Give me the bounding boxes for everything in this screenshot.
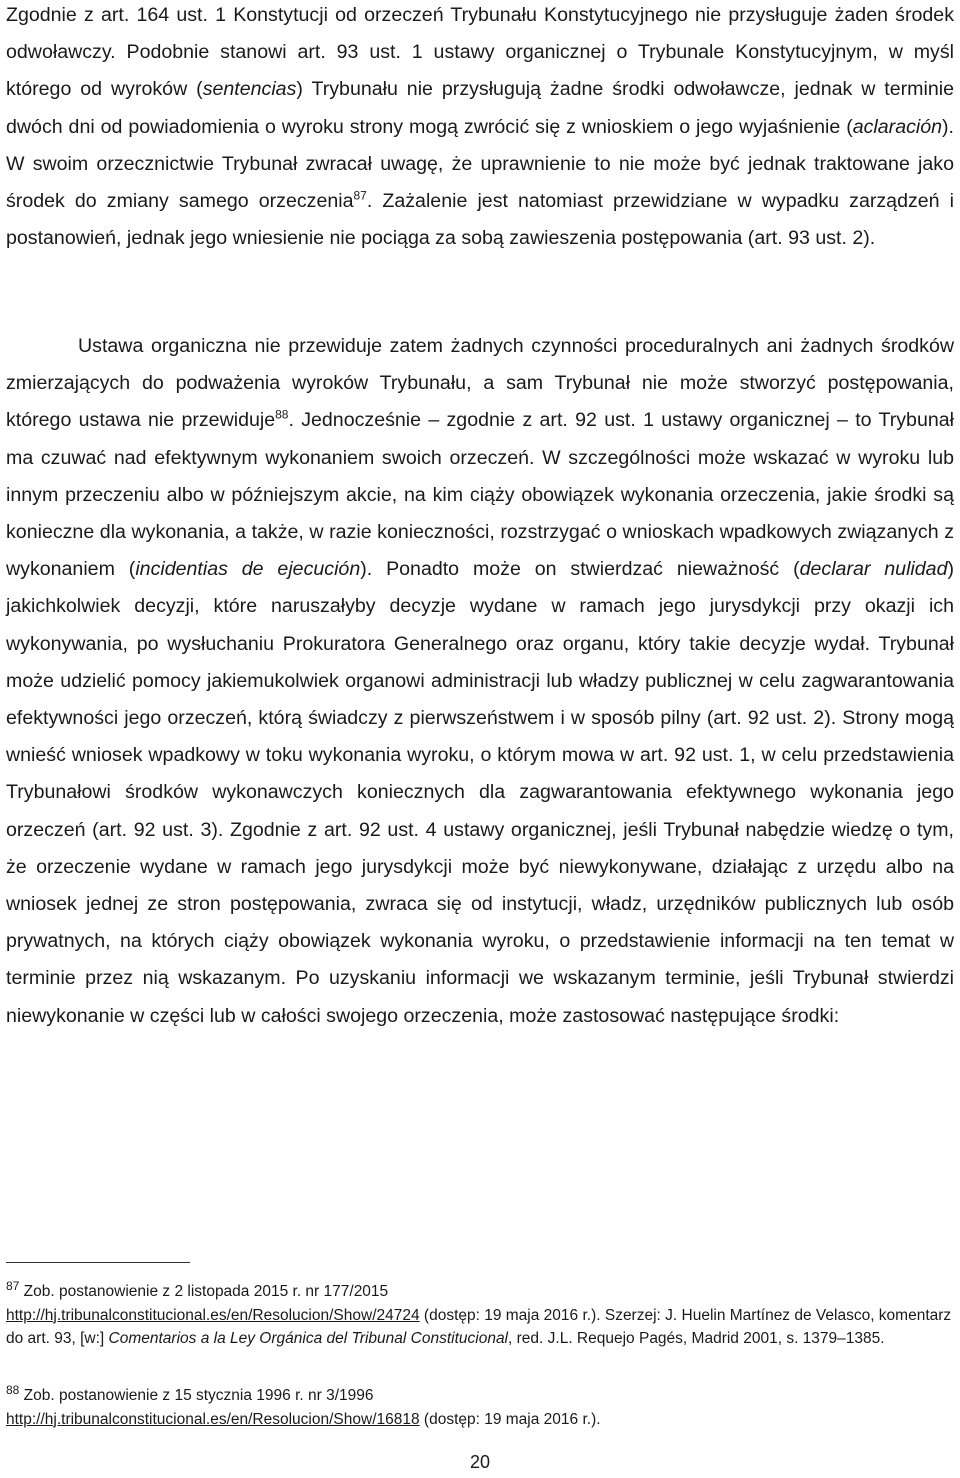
footnote-text: (dostęp: 19 maja 2016 r.). bbox=[419, 1410, 601, 1428]
italic-term: sentencias bbox=[202, 78, 297, 101]
paragraph-text: . Jednocześnie – zgodnie z art. 92 ust. 1 ustawy organicznej – to Trybunał ma czuwać nad efektywnym wykonaniem swoich orzeczeń. W szczególności może wskazać w wyroku lub innym przeczeniu albo w późniejszym akcie, na kim ciąży obowiązek wykonania orzeczenia, jakie środki są konieczne dla wykonania, a także, w razie konieczności, rozstrzygać o wnioskach wpadkowych związanych z wykonaniem ( bbox=[6, 409, 955, 581]
footnote-link[interactable]: http://hj.tribunalconstitucional.es/en/Resolucion/Show/16818 bbox=[6, 1410, 420, 1428]
footnote-text: Zob. postanowienie z 15 stycznia 1996 r. nr 3/1996 bbox=[19, 1387, 374, 1404]
footnote-87 bbox=[6, 1280, 954, 1351]
italic-term: incidentias de ejecución bbox=[135, 558, 361, 581]
paragraph-text: Ustawa organiczna nie przewiduje zatem żadnych czynności proceduralnych ani żadnych środków zmierzających do podważenia wyroków Trybunału, a sam Trybunał nie może stworzyć postępowania, którego ustawa nie przewiduje bbox=[6, 335, 954, 432]
paragraph-text: . Zażalenie jest natomiast przewidziane w wypadku zarządzeń i postanowień, jednak jego wniesienie nie pociąga za sobą zawieszenia postępowania (art. 93 ust. 2). bbox=[6, 190, 955, 250]
footnote-separator bbox=[6, 1262, 190, 1263]
footnote-italic-title: Comentarios a la Ley Orgánica del Tribunal Constitucional bbox=[108, 1330, 509, 1348]
page-number: 20 bbox=[469, 1452, 491, 1472]
paragraph-text: ) jakichkolwiek decyzji, które naruszałyby decyzje wydane w ramach jego jurysdykcji przy okazji ich wykonywania, po wysłuchaniu Prokuratora Generalnego oraz organu, który takie decyzje wydał. Trybunał może udzielić pomocy jakiemukolwiek organowi administracji lub władzy publicznej w celu zagwarantowania efektywności jego orzeczeń, którą świadczy z pierwszeństwem i w sposób pilny (art. 92 ust. 2). Strony mogą wnieść wniosek wpadkowy w toku wykonania wyroku, o którym mowa w art. 92 ust. 1, w celu przedstawienia Trybunałowi środków wykonawczych koniecznych dla zagwarantowania efektywnego wykonania jego orzeczeń (art. 92 ust. 3). Zgodnie z art. 92 ust. 4 ustawy organicznej, jeśli Trybunał nabędzie wiedzę o tym, że orzeczenie wydane w ramach jego jurysdykcji może być niewykonywane, działając z urzędu albo na wniosek jednej ze stron postępowania, zwraca się od instytucji, władz, urzędników publicznych lub osób prywatnych, na których ciąży obowiązek wykonania wyroku, o przedstawienie informacji na ten temat w terminie przez nią wskazanym. Po uzyskaniu informacji we wskazanym terminie, jeśli Trybunał stwierdzi niewykonanie w części lub w całości swojego orzeczenia, może zastosować następujące środki: bbox=[6, 558, 954, 1027]
footnote-text: , red. J.L. Requejo Pagés, Madrid 2001, s. 1379–1385. bbox=[508, 1330, 885, 1348]
body-paragraph-1 bbox=[6, 0, 954, 257]
footnote-text: Zob. postanowienie z 2 listopada 2015 r. nr 177/2015 bbox=[19, 1283, 389, 1300]
footnote-number: 87 bbox=[6, 1278, 20, 1293]
paragraph-text: ). Ponadto może on stwierdzać nieważność ( bbox=[360, 558, 800, 581]
footnote-number: 88 bbox=[6, 1382, 20, 1397]
footnote-link[interactable]: http://hj.tribunalconstitucional.es/en/Resolucion/Show/24724 bbox=[6, 1306, 420, 1324]
footnote-ref-87[interactable]: 87 bbox=[353, 188, 367, 203]
body-paragraph-2 bbox=[6, 328, 954, 1035]
footnote-88 bbox=[6, 1384, 954, 1431]
italic-term: declarar nulidad bbox=[799, 558, 948, 581]
paragraph-text: ). W swoim orzecznictwie Trybunał zwracał uwagę, że uprawnienie to nie może być jednak traktowane jako środek do zmiany samego orzeczenia bbox=[6, 115, 954, 213]
paragraph-text: ) Trybunału nie przysługują żadne środki odwoławcze, jednak w terminie dwóch dni od powiadomienia o wyroku strony mogą zwrócić się z wnioskiem o jego wyjaśnienie ( bbox=[6, 78, 954, 138]
footnote-ref-88[interactable]: 88 bbox=[275, 407, 289, 422]
italic-term: aclaración bbox=[852, 115, 943, 138]
footnote-text: (dostęp: 19 maja 2016 r.). Szerzej: J. Huelin Martínez de Velasco, komentarz do art. 93, [w:] bbox=[6, 1306, 952, 1348]
paragraph-text: Zgodnie z art. 164 ust. 1 Konstytucji od orzeczeń Trybunału Konstytucyjnego nie przysługuje żaden środek odwoławczy. Podobnie stanowi art. 93 ust. 1 ustawy organicznej o Trybunale Konstytucyjnym, w myśl którego od wyroków ( bbox=[6, 4, 954, 101]
